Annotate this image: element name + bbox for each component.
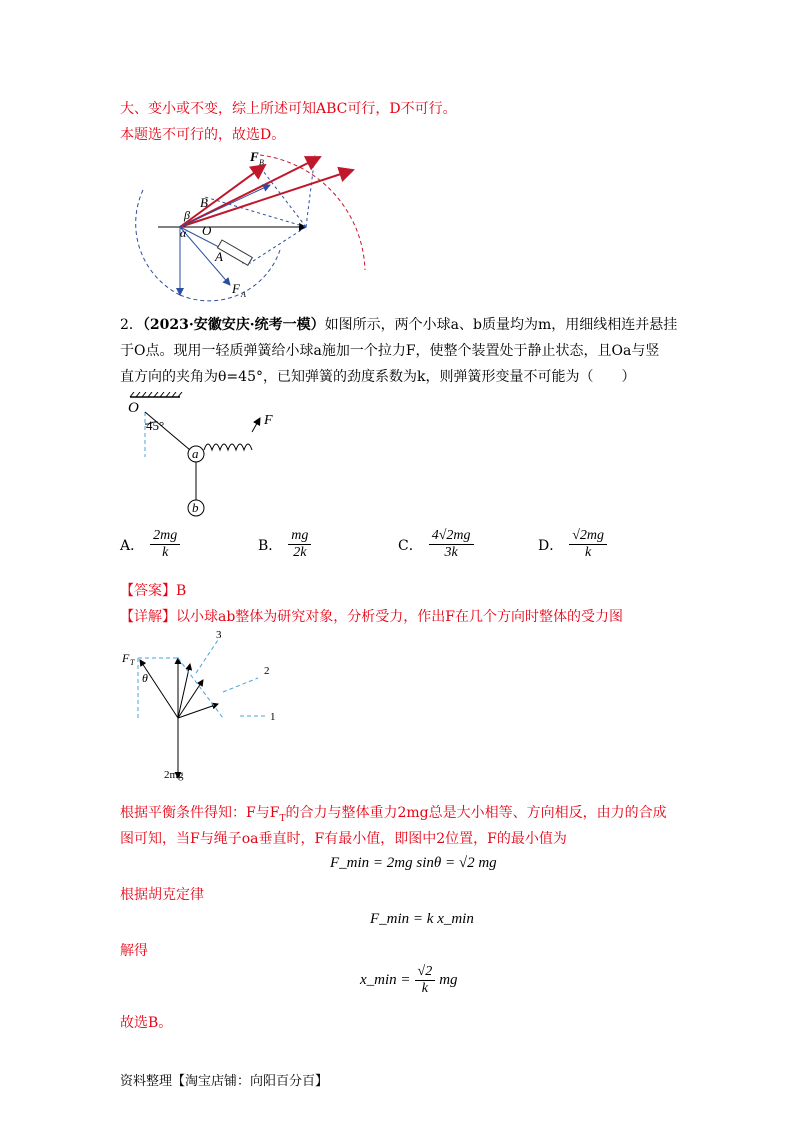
spring xyxy=(204,444,252,450)
svg-text:A: A xyxy=(241,290,246,299)
svg-text:B: B xyxy=(259,158,264,167)
svg-text:B: B xyxy=(200,195,208,210)
svg-text:F: F xyxy=(264,413,273,428)
equation-xmin: x_min = $\frac{√2}{k}$ mg xyxy=(360,964,458,996)
option-b[interactable]: B． $\frac{mg}{2k}$ xyxy=(258,528,311,561)
svg-text:2mg: 2mg xyxy=(164,769,184,781)
question-line1: 2．（2023·安徽安庆·统考一模）如图所示，两个小球a、b质量均为m，用细线相连并悬挂 xyxy=(120,317,678,333)
hooke-law-label: 根据胡克定律 xyxy=(120,887,204,903)
equation-hooke: F_min = k x_min xyxy=(370,911,474,927)
svg-text:F: F xyxy=(232,281,240,296)
figure-3-force-polygon xyxy=(118,628,288,783)
option-d[interactable]: D． $\frac{√2mg}{k}$ xyxy=(538,528,607,561)
svg-text:θ: θ xyxy=(142,671,148,685)
option-d-fraction: $\frac{√2mg}{k}$ xyxy=(569,528,607,561)
svg-text:b: b xyxy=(192,500,199,515)
svg-text:2: 2 xyxy=(264,665,270,677)
solve-label: 解得 xyxy=(120,943,148,959)
option-a[interactable]: A． $\frac{2mg}{k}$ xyxy=(120,528,180,561)
svg-text:T: T xyxy=(130,658,135,667)
option-c-fraction: $\frac{4√2mg}{3k}$ xyxy=(429,528,474,561)
question-source: （2023·安徽安庆·统考一模） xyxy=(142,317,325,333)
option-a-fraction: $\frac{2mg}{k}$ xyxy=(150,528,180,561)
fb-arrow xyxy=(180,165,265,227)
svg-text:α: α xyxy=(180,226,187,240)
analysis-line2: 图可知，当F与绳子oa垂直时，F有最小值，即图中2位置，F的最小值为 xyxy=(120,831,567,847)
equation-fmin: F_min = 2mg sinθ = √2 mg xyxy=(330,855,497,871)
detail: 【详解】以小球ab整体为研究对象，分析受力，作出F在几个方向时整体的受力图 xyxy=(120,609,624,625)
blue-dashed-arc xyxy=(136,190,180,295)
conclusion: 故选B。 xyxy=(120,1015,173,1031)
svg-text:3: 3 xyxy=(216,629,222,641)
tension-arrow xyxy=(140,660,178,718)
svg-text:A: A xyxy=(215,249,223,264)
question-line3: 直方向的夹角为θ=45°，已知弹簧的劲度系数为k，则弹簧形变量不可能为（ ） xyxy=(120,369,636,385)
svg-text:F: F xyxy=(122,651,130,665)
footer: 资料整理【淘宝店铺：向阳百分百】 xyxy=(120,1074,329,1089)
svg-text:β: β xyxy=(184,208,190,222)
svg-text:1: 1 xyxy=(270,711,276,723)
prev-solution-line2: 本题选不可行的，故选D。 xyxy=(120,127,286,143)
svg-text:F: F xyxy=(250,149,259,164)
prev-solution-line1: 大、变小或不变，综上所述可知ABC可行，D不可行。 xyxy=(120,101,457,117)
force-f-arrow xyxy=(252,418,260,432)
svg-text:a: a xyxy=(192,446,199,461)
figure-1-force-diagram xyxy=(110,145,410,305)
question-line2: 于O点。现用一轻质弹簧给小球a施加一个拉力F，使整个装置处于静止状态，且Oa与竖 xyxy=(120,343,660,359)
option-c[interactable]: C． $\frac{4√2mg}{3k}$ xyxy=(398,528,474,561)
svg-text:O: O xyxy=(128,400,139,416)
figure-2-apparatus xyxy=(120,392,300,522)
option-b-fraction: $\frac{mg}{2k}$ xyxy=(288,528,311,561)
svg-text:45°: 45° xyxy=(146,418,165,433)
answer: 【答案】B xyxy=(120,583,187,599)
svg-text:O: O xyxy=(202,223,212,238)
analysis-line1: 根据平衡条件得知：F与$F_T$的合力与整体重力2mg总是大小相等、方向相反，由力的合成 xyxy=(120,805,667,824)
